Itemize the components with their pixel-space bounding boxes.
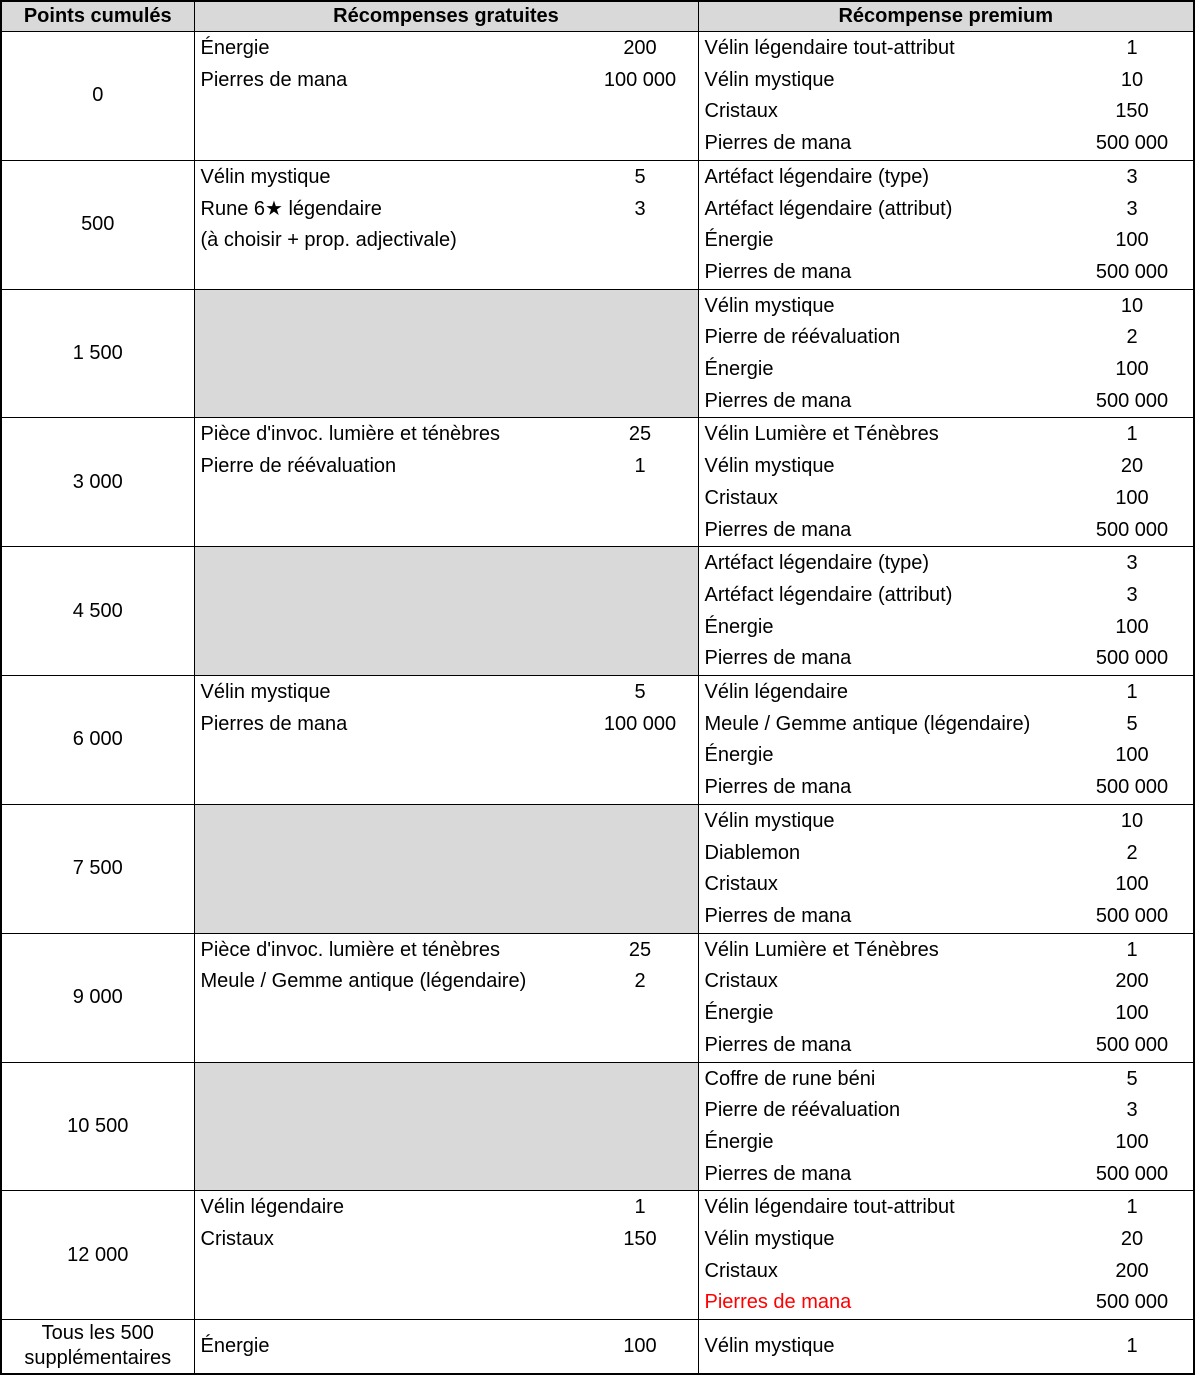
reward-name: Pièce d'invoc. lumière et ténèbres	[200, 938, 501, 961]
reward-item	[699, 772, 1194, 804]
reward-qty: 2	[1126, 326, 1138, 349]
reward-name: Artéfact légendaire (attribut)	[704, 583, 953, 606]
table-row	[1, 1062, 1194, 1191]
reward-item	[699, 869, 1194, 901]
reward-qty: 100	[1115, 229, 1149, 252]
reward-item	[699, 935, 1194, 967]
reward-qty: 100	[1115, 486, 1149, 509]
header-row	[1, 1, 1194, 32]
reward-qty: 500 000	[1095, 518, 1169, 541]
reward-item	[195, 451, 698, 483]
reward-name: Vélin mystique	[704, 294, 835, 317]
reward-qty: 3	[1126, 1099, 1138, 1122]
reward-name: Pierres de mana	[200, 712, 348, 735]
points-value: 12 000	[67, 1243, 129, 1266]
reward-item	[699, 966, 1194, 998]
reward-qty: 1	[634, 455, 646, 478]
table-row	[1, 1320, 1194, 1374]
reward-item	[699, 1331, 1194, 1363]
reward-item	[195, 33, 698, 65]
reward-item	[195, 677, 698, 709]
points-cell	[1, 1320, 194, 1374]
reward-item	[699, 386, 1194, 418]
reward-qty: 500 000	[1095, 776, 1169, 799]
table-row	[1, 160, 1194, 289]
points-value: 7 500	[72, 857, 123, 880]
reward-item	[699, 291, 1194, 323]
reward-item	[699, 709, 1194, 741]
reward-qty: 1	[1126, 37, 1138, 59]
points-cell	[1, 32, 194, 161]
reward-name: Énergie	[704, 1130, 774, 1153]
reward-qty: 1	[1126, 938, 1138, 961]
reward-item	[699, 612, 1194, 644]
reward-qty: 100	[1115, 873, 1149, 896]
points-cell	[1, 1062, 194, 1191]
points-cell	[1, 289, 194, 418]
free-rewards-cell	[194, 1191, 698, 1320]
table-row	[1, 32, 1194, 161]
reward-name: Vélin mystique	[200, 165, 331, 188]
points-value: 3 000	[72, 470, 123, 493]
reward-qty: 3	[1126, 165, 1138, 188]
points-value: 10 500	[67, 1114, 129, 1137]
reward-name: Énergie	[200, 37, 270, 59]
reward-qty: 100	[1115, 1002, 1149, 1025]
reward-item	[699, 580, 1194, 612]
reward-name: Coffre de rune béni	[704, 1067, 876, 1090]
reward-qty: 1	[1126, 1196, 1138, 1219]
table-row	[1, 1191, 1194, 1320]
points-cell	[1, 933, 194, 1062]
reward-name: Pierres de mana	[704, 904, 852, 927]
reward-name: Pièce d'invoc. lumière et ténèbres	[200, 423, 501, 446]
reward-qty: 100	[1115, 1130, 1149, 1153]
reward-name: Énergie	[704, 358, 774, 381]
free-rewards-cell	[194, 32, 698, 161]
reward-name: Vélin légendaire tout-attribut	[704, 37, 955, 59]
reward-name: Diablemon	[704, 841, 801, 864]
reward-name: Artéfact légendaire (attribut)	[704, 197, 953, 220]
reward-name: Meule / Gemme antique (légendaire)	[200, 970, 527, 993]
free-rewards-cell	[194, 804, 698, 933]
reward-qty: 1	[634, 1196, 646, 1219]
premium-reward-cell	[698, 289, 1194, 418]
reward-item	[195, 225, 698, 257]
reward-name: Vélin mystique	[704, 455, 835, 478]
reward-item	[195, 966, 698, 998]
reward-qty: 500 000	[1095, 260, 1169, 283]
reward-name: Artéfact légendaire (type)	[704, 552, 930, 575]
reward-item	[699, 806, 1194, 838]
points-value: 4 500	[72, 599, 123, 622]
reward-qty: 200	[1115, 1259, 1149, 1282]
table-row	[1, 676, 1194, 805]
reward-qty: 25	[628, 423, 652, 446]
reward-item	[699, 643, 1194, 675]
reward-name: Cristaux	[704, 873, 778, 896]
reward-name: Vélin mystique	[704, 1228, 835, 1251]
reward-item	[195, 419, 698, 451]
reward-name: Artéfact légendaire (type)	[704, 165, 930, 188]
reward-item	[699, 1095, 1194, 1127]
reward-qty: 100	[1115, 744, 1149, 767]
reward-item	[699, 1159, 1194, 1191]
reward-name: Pierres de mana	[704, 647, 852, 670]
reward-name: Cristaux	[704, 970, 778, 993]
reward-qty: 150	[623, 1228, 657, 1251]
reward-item	[699, 677, 1194, 709]
reward-name: Pierres de mana	[704, 776, 852, 799]
header-premium-reward: Récompense premium	[698, 1, 1194, 32]
reward-item	[699, 998, 1194, 1030]
reward-name: Pierres de mana	[704, 1291, 852, 1314]
reward-item	[699, 419, 1194, 451]
reward-qty: 100 000	[603, 68, 677, 91]
reward-qty: 500 000	[1095, 132, 1169, 155]
reward-qty: 100	[1115, 615, 1149, 638]
reward-name: Rune 6★ légendaire	[200, 197, 382, 220]
reward-item	[699, 451, 1194, 483]
reward-qty: 1	[1126, 1334, 1138, 1357]
reward-name: Vélin légendaire tout-attribut	[704, 1196, 955, 1219]
reward-name: Pierres de mana	[704, 1033, 852, 1056]
reward-qty: 5	[634, 681, 646, 704]
reward-item	[699, 1192, 1194, 1224]
reward-item	[699, 1256, 1194, 1288]
free-rewards-cell	[194, 289, 698, 418]
reward-name: Cristaux	[704, 486, 778, 509]
points-cell	[1, 160, 194, 289]
reward-qty: 500 000	[1095, 647, 1169, 670]
free-rewards-cell	[194, 676, 698, 805]
reward-item	[699, 65, 1194, 97]
reward-name: Vélin Lumière et Ténèbres	[704, 423, 939, 446]
points-value: Tous les 500 supplémentaires	[24, 1322, 172, 1370]
table-row	[1, 933, 1194, 1062]
reward-name: Pierres de mana	[704, 518, 852, 541]
reward-name: Pierre de réévaluation	[704, 1099, 901, 1122]
reward-item	[699, 515, 1194, 547]
reward-qty: 100	[1115, 358, 1149, 381]
reward-item	[699, 225, 1194, 257]
premium-reward-cell	[698, 1320, 1194, 1374]
reward-item	[699, 548, 1194, 580]
table-row	[1, 804, 1194, 933]
reward-qty: 5	[634, 165, 646, 188]
reward-name: Vélin légendaire	[704, 681, 848, 704]
reward-qty: 500 000	[1095, 389, 1169, 412]
reward-name: Pierres de mana	[704, 1162, 852, 1185]
reward-name: Pierre de réévaluation	[200, 455, 397, 478]
reward-item	[699, 1287, 1194, 1319]
reward-item	[699, 322, 1194, 354]
reward-item	[195, 709, 698, 741]
reward-qty: 10	[1120, 809, 1144, 832]
reward-item	[699, 194, 1194, 226]
reward-name: Énergie	[704, 744, 774, 767]
free-rewards-cell	[194, 547, 698, 676]
premium-reward-cell	[698, 547, 1194, 676]
reward-qty: 3	[1126, 197, 1138, 220]
reward-qty: 150	[1115, 100, 1149, 123]
reward-name: Énergie	[704, 615, 774, 638]
reward-item	[699, 1224, 1194, 1256]
reward-item	[699, 838, 1194, 870]
points-value: 6 000	[72, 728, 123, 751]
reward-item	[699, 1030, 1194, 1062]
reward-qty: 500 000	[1095, 1162, 1169, 1185]
reward-name: Pierre de réévaluation	[704, 326, 901, 349]
reward-name: (à choisir + prop. adjectivale)	[200, 229, 457, 252]
reward-item	[195, 1192, 698, 1224]
free-rewards-cell	[194, 160, 698, 289]
reward-item	[699, 1127, 1194, 1159]
reward-qty: 500 000	[1095, 1291, 1169, 1314]
table-header	[1, 1, 1194, 32]
premium-reward-cell	[698, 32, 1194, 161]
reward-name: Vélin mystique	[200, 681, 331, 704]
points-value: 500	[81, 213, 115, 236]
reward-qty: 2	[1126, 841, 1138, 864]
premium-reward-cell	[698, 804, 1194, 933]
premium-reward-cell	[698, 1191, 1194, 1320]
reward-name: Cristaux	[704, 100, 778, 123]
points-value: 0	[92, 84, 104, 107]
reward-item	[699, 96, 1194, 128]
premium-reward-cell	[698, 933, 1194, 1062]
reward-qty: 1	[1126, 423, 1138, 446]
reward-item	[699, 257, 1194, 289]
rewards-table-body	[1, 32, 1194, 1374]
reward-name: Énergie	[704, 1002, 774, 1025]
reward-qty: 3	[634, 197, 646, 220]
points-cell	[1, 547, 194, 676]
reward-name: Pierres de mana	[704, 389, 852, 412]
reward-name: Vélin mystique	[704, 1334, 835, 1357]
reward-name: Vélin Lumière et Ténèbres	[704, 938, 939, 961]
reward-name: Vélin mystique	[704, 68, 835, 91]
reward-item	[699, 1064, 1194, 1096]
points-cell	[1, 804, 194, 933]
premium-reward-cell	[698, 1062, 1194, 1191]
reward-qty: 5	[1126, 712, 1138, 735]
reward-item	[699, 354, 1194, 386]
reward-qty: 2	[634, 970, 646, 993]
reward-item	[195, 1331, 698, 1363]
reward-qty: 10	[1120, 294, 1144, 317]
reward-name: Cristaux	[200, 1228, 274, 1251]
reward-item	[699, 740, 1194, 772]
reward-name: Énergie	[704, 229, 774, 252]
reward-name: Vélin légendaire	[200, 1196, 344, 1219]
reward-qty: 1	[1126, 681, 1138, 704]
reward-item	[195, 935, 698, 967]
reward-item	[699, 128, 1194, 160]
table-row	[1, 418, 1194, 547]
reward-name: Pierres de mana	[200, 68, 348, 91]
header-points: Points cumulés	[1, 1, 194, 32]
table-row	[1, 289, 1194, 418]
header-free-rewards: Récompenses gratuites	[194, 1, 698, 32]
reward-qty: 100 000	[603, 712, 677, 735]
reward-name: Meule / Gemme antique (légendaire)	[704, 712, 1031, 735]
table-row	[1, 547, 1194, 676]
reward-item	[195, 65, 698, 97]
reward-qty: 3	[1126, 583, 1138, 606]
reward-qty: 5	[1126, 1067, 1138, 1090]
points-value: 1 500	[72, 342, 123, 365]
free-rewards-cell	[194, 1320, 698, 1374]
reward-item	[699, 483, 1194, 515]
reward-item	[195, 194, 698, 226]
points-value: 9 000	[72, 986, 123, 1009]
reward-item	[195, 162, 698, 194]
reward-qty: 500 000	[1095, 904, 1169, 927]
points-cell	[1, 1191, 194, 1320]
reward-name: Vélin mystique	[704, 809, 835, 832]
reward-qty: 10	[1120, 68, 1144, 91]
premium-reward-cell	[698, 160, 1194, 289]
reward-item	[699, 901, 1194, 933]
premium-reward-cell	[698, 418, 1194, 547]
points-cell	[1, 676, 194, 805]
reward-item	[699, 162, 1194, 194]
reward-item	[699, 33, 1194, 65]
reward-qty: 200	[623, 37, 657, 59]
reward-qty: 3	[1126, 552, 1138, 575]
reward-name: Pierres de mana	[704, 260, 852, 283]
reward-name: Cristaux	[704, 1259, 778, 1282]
free-rewards-cell	[194, 1062, 698, 1191]
reward-name: Pierres de mana	[704, 132, 852, 155]
points-cell	[1, 418, 194, 547]
reward-qty: 500 000	[1095, 1033, 1169, 1056]
reward-qty: 25	[628, 938, 652, 961]
reward-qty: 200	[1115, 970, 1149, 993]
premium-reward-cell	[698, 676, 1194, 805]
reward-item	[195, 1224, 698, 1256]
free-rewards-cell	[194, 933, 698, 1062]
reward-qty: 20	[1120, 1228, 1144, 1251]
reward-name: Énergie	[200, 1334, 270, 1357]
reward-qty: 20	[1120, 455, 1144, 478]
free-rewards-cell	[194, 418, 698, 547]
reward-qty: 100	[623, 1334, 657, 1357]
